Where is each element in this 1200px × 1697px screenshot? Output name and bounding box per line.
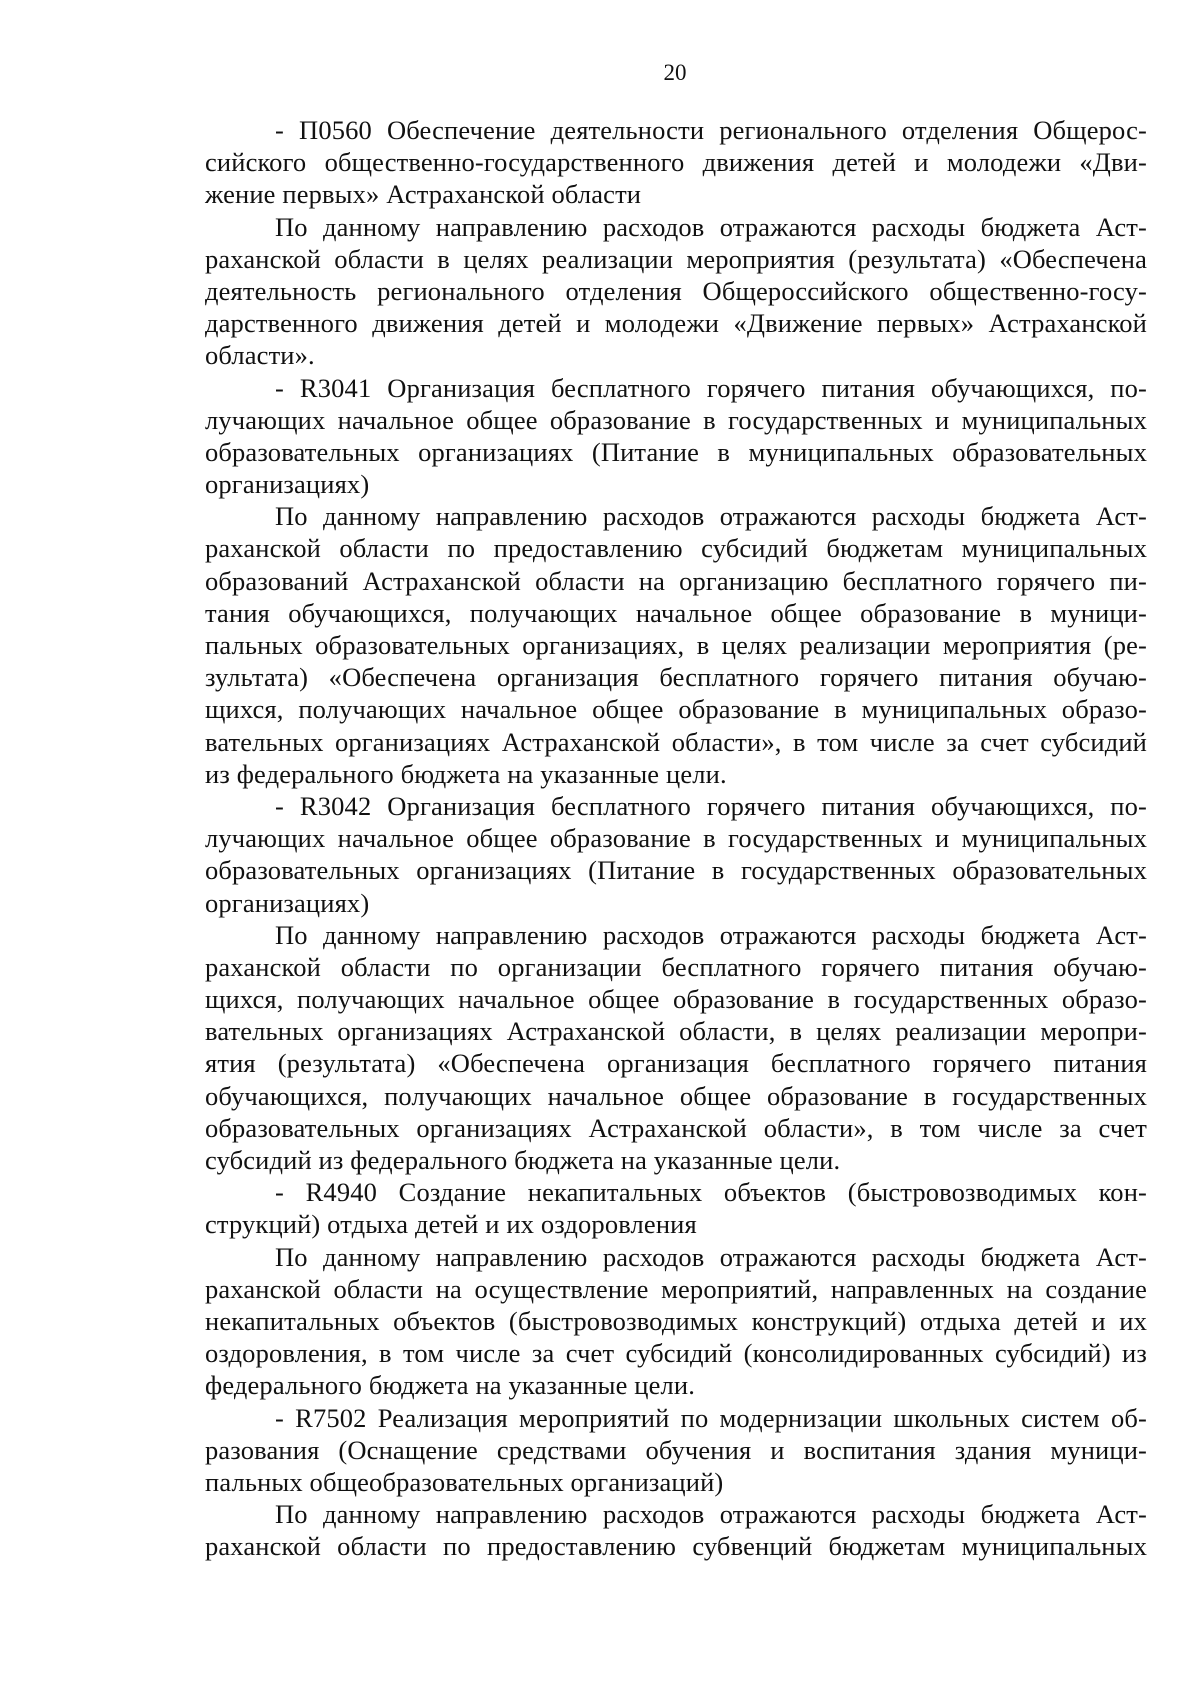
text-line: По данному направлению расходов отражаются расходы бюджета Аст- — [275, 211, 1147, 242]
text-line: вательных организациях Астраханской области, в целях реализации меропри- — [205, 1016, 1147, 1047]
text-line: жение первых» Астраханской области — [205, 179, 642, 210]
text-line: пальных образовательных организациях, в целях реализации мероприятия (ре- — [205, 630, 1147, 660]
text-line: По данному направлению расходов отражаются расходы бюджета Аст- — [275, 501, 1147, 532]
text-line: раханской области в целях реализации мероприятия (результата) «Обеспечена — [205, 243, 1147, 274]
text-line: обучающихся, получающих начальное общее образование в государственных — [205, 1080, 1147, 1111]
text-line: деятельность регионального отделения Общероссийского общественно-госу- — [205, 275, 1147, 306]
page-number: 20 — [663, 60, 687, 85]
text-line: зультата) «Обеспечена организация бесплатного горячего питания обучаю- — [205, 662, 1147, 693]
text-line: из федерального бюджета на указанные цели. — [205, 758, 727, 789]
text-line: - П0560 Обеспечение деятельности регионального отделения Общерос- — [275, 115, 1147, 145]
text-line: лучающих начальное общее образование в государственных и муниципальных — [205, 823, 1147, 854]
text-line: разования (Оснащение средствами обучения и воспитания здания муници- — [205, 1434, 1147, 1465]
text-line: струкций) отдыха детей и их оздоровления — [205, 1209, 697, 1240]
text-line: лучающих начальное общее образование в государственных и муниципальных — [205, 404, 1147, 435]
text-line: организациях) — [205, 887, 370, 918]
text-line: - R3042 Организация бесплатного горячего питания обучающихся, по- — [275, 790, 1147, 821]
text-line: образовательных организациях (Питание в государственных образовательных — [205, 855, 1147, 886]
text-line: По данному направлению расходов отражаются расходы бюджета Аст- — [275, 1499, 1147, 1530]
text-line: По данному направлению расходов отражаются расходы бюджета Аст- — [275, 1241, 1147, 1272]
text-line: области». — [205, 340, 315, 371]
text-line: ятия (результата) «Обеспечена организация бесплатного горячего питания — [205, 1048, 1147, 1079]
text-line: раханской области по предоставлению субсидий бюджетам муниципальных — [205, 533, 1147, 564]
text-line: - R3041 Организация бесплатного горячего питания обучающихся, по- — [275, 372, 1147, 403]
text-line: некапитальных объектов (быстровозводимых конструкций) отдыха детей и их — [205, 1305, 1147, 1336]
text-line: федерального бюджета на указанные цели. — [205, 1370, 695, 1401]
text-line: дарственного движения детей и молодежи «Движение первых» Астраханской — [205, 308, 1147, 339]
text-line: пальных общеобразовательных организаций) — [205, 1466, 724, 1497]
text-line: раханской области по предоставлению субвенций бюджетам муниципальных — [205, 1531, 1147, 1562]
text-line: образований Астраханской области на организацию бесплатного горячего пи- — [205, 565, 1147, 596]
text-line: сийского общественно-государственного движения детей и молодежи «Дви- — [205, 147, 1147, 178]
text-line: организациях) — [205, 469, 370, 500]
text-line: тания обучающихся, получающих начальное общее образование в муници- — [205, 597, 1147, 628]
text-line: раханской области на осуществление мероприятий, направленных на создание — [205, 1273, 1147, 1304]
text-line: - R4940 Создание некапитальных объектов (быстровозводимых кон- — [275, 1177, 1147, 1208]
document-body — [205, 114, 1147, 1562]
text-line: субсидий из федерального бюджета на указанные цели. — [205, 1145, 841, 1175]
text-line: образовательных организациях (Питание в муниципальных образовательных — [205, 436, 1147, 467]
text-line: вательных организациях Астраханской области», в том числе за счет субсидий — [205, 726, 1147, 757]
text-line: щихся, получающих начальное общее образование в государственных образо- — [205, 984, 1147, 1015]
text-line: раханской области по организации бесплатного горячего питания обучаю- — [205, 951, 1147, 982]
text-line: - R7502 Реализация мероприятий по модернизации школьных систем об- — [275, 1402, 1147, 1433]
text-line: По данному направлению расходов отражаются расходы бюджета Аст- — [275, 919, 1147, 950]
text-line: оздоровления, в том числе за счет субсидий (консолидированных субсидий) из — [205, 1338, 1147, 1369]
text-line: щихся, получающих начальное общее образование в муниципальных образо- — [205, 694, 1147, 725]
text-line: образовательных организациях Астраханской области», в том числе за счет — [205, 1112, 1147, 1143]
